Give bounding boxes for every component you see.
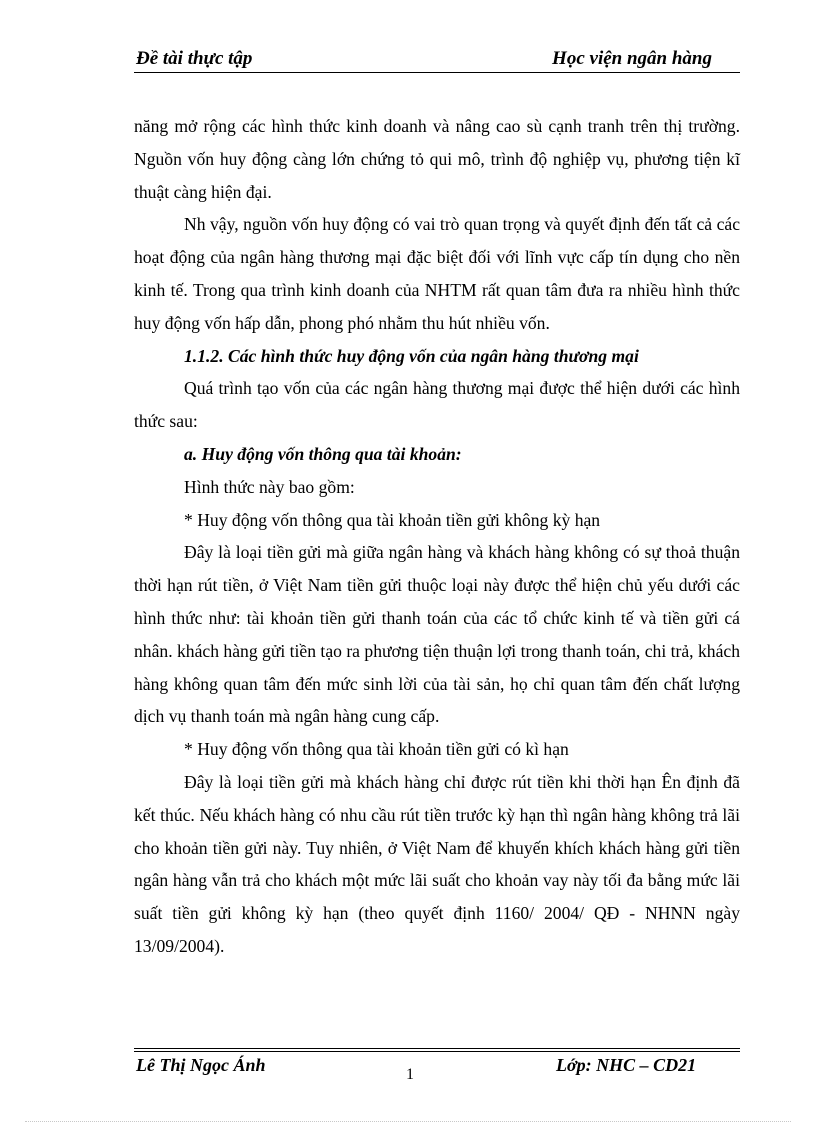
page-number: 1 — [406, 1066, 414, 1083]
header-right-title: Học viện ngân hàng — [552, 48, 712, 69]
footer-divider — [134, 1051, 740, 1052]
paragraph: Đây là loại tiền gửi mà khách hàng chỉ được rút tiền khi thời hạn Ên định đã kết thúc. Nếu khách hàng có nhu cầu rút tiền trước kỳ hạn thì ngân hàng không trả lãi cho khoản tiền gửi này. Tuy nhiên, ở Việt Nam để khuyến khích khách hàng gửi tiền ngân hàng vẫn trả cho khách một mức lãi suất cho khoản vay này tối đa bằng mức lãi suất tiền gửi không kỳ hạn (theo quyết định 1160/ 2004/ QĐ - NHNN ngày 13/09/2004). — [134, 771, 740, 956]
bullet-item: * Huy động vốn thông qua tài khoản tiền gửi có kì hạn — [184, 739, 569, 760]
header-left-title: Đề tài thực tập — [136, 48, 253, 69]
paragraph: Quá trình tạo vốn của các ngân hàng thương mại được thể hiện dưới các hình thức sau: — [134, 378, 740, 432]
paragraph: Đây là loại tiền gửi mà giữa ngân hàng và khách hàng không có sự thoả thuận thời hạn rút tiền, ở Việt Nam tiền gửi thuộc loại này được thể hiện chủ yếu dưới các hình thức như: tài khoản tiền gửi thanh toán của các tổ chức kinh tế và tiền gửi cá nhân. khách hàng gửi tiền tạo ra phương tiện thuận lợi trong thanh toán, chi trả, khách hàng không quan tâm đến mức sinh lời của tài sản, họ chỉ quan tâm đến chất lượng dịch vụ thanh toán mà ngân hàng cung cấp. — [134, 542, 740, 727]
bullet-item: * Huy động vốn thông qua tài khoản tiền gửi không kỳ hạn — [184, 509, 601, 530]
page-edge-divider — [25, 1121, 791, 1122]
footer-author: Lê Thị Ngọc Ánh — [136, 1055, 266, 1075]
footer-divider — [134, 1048, 740, 1049]
paragraph: năng mở rộng các hình thức kinh doanh và nâng cao sù cạnh tranh trên thị trường. Nguồn vốn huy động càng lớn chứng tỏ qui mô, trình độ nghiệp vụ, phương tiện kĩ thuật càng hiện đại. — [134, 116, 740, 202]
subsection-heading: a. Huy động vốn thông qua tài khoản: — [184, 443, 462, 464]
page-header — [134, 46, 740, 73]
paragraph: Nh vậy, nguồn vốn huy động có vai trò quan trọng và quyết định đến tất cả các hoạt động của ngân hàng thương mại đặc biệt đối với lĩnh vực cấp tín dụng cho nền kinh tế. Trong qua trình kinh doanh của NHTM rất quan tâm đưa ra nhiều hình thức huy động vốn hấp dẫn, phong phó nhằm thu hút nhiều vốn. — [134, 214, 740, 333]
paragraph: Hình thức này bao gồm: — [184, 476, 355, 497]
section-heading: 1.1.2. Các hình thức huy động vốn của ngân hàng thương mại — [184, 345, 639, 366]
document-body — [134, 110, 740, 963]
footer-class: Lớp: NHC – CD21 — [556, 1055, 697, 1075]
